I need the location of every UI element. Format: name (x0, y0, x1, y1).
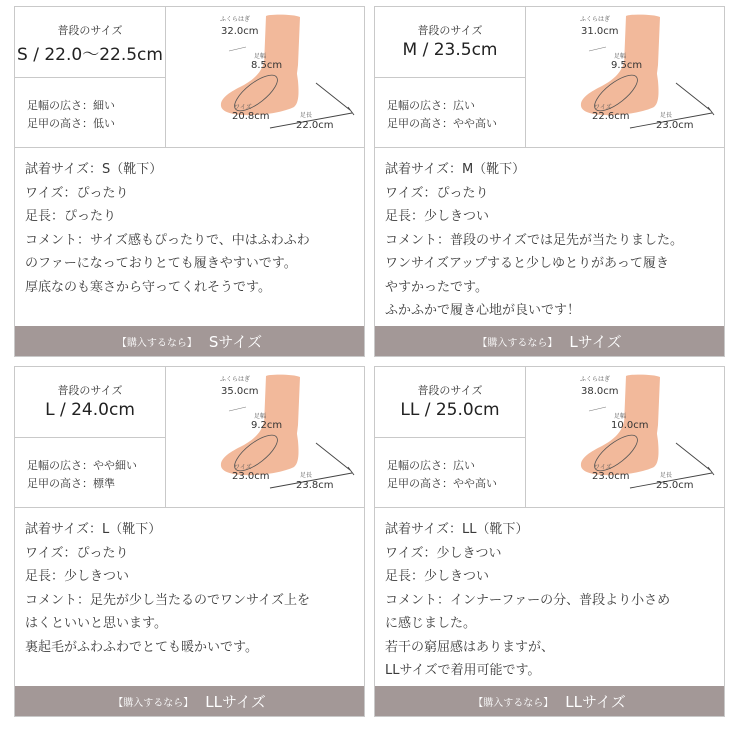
usual-size-label: 普段のサイズ (57, 24, 123, 37)
calf-value: 31.0cm (581, 26, 619, 37)
wise-value: 20.8cm (232, 111, 270, 122)
usual-size-value: LL / 25.0cm (400, 400, 500, 420)
card-header (375, 7, 724, 148)
comment-line: 試着サイズ：L（靴下） (25, 522, 162, 537)
length-label: 足長 (300, 112, 313, 119)
length-label: 足長 (660, 472, 673, 479)
comment-line: コメント：インナーファーの分、普段より小さめ (385, 592, 671, 608)
wise-label: ワイズ (234, 464, 252, 471)
length-label: 足長 (300, 472, 313, 479)
comment-line: やすかったです。 (385, 279, 488, 295)
foot-width-text: 足幅の広さ：細い (27, 99, 115, 112)
size-info (15, 367, 166, 507)
usual-size-label: 普段のサイズ (417, 384, 483, 397)
instep-height-text: 足甲の高さ：低い (27, 117, 115, 130)
recommended-size: LLサイズ (565, 693, 626, 711)
trial-comment (25, 518, 360, 659)
foot-width-text: 足幅の広さ：やや細い (27, 459, 137, 472)
ankle-value: 9.5cm (611, 60, 643, 71)
foot-shape-box (375, 438, 525, 507)
wise-value: 23.0cm (232, 471, 270, 482)
length-value: 23.0cm (656, 120, 694, 131)
comment-line: 若干の窮屈感はありますが、 (385, 639, 555, 655)
ankle-label: 足幅 (254, 413, 267, 420)
ankle-value: 8.5cm (251, 60, 283, 71)
foot-illustration (526, 7, 724, 147)
calf-value: 35.0cm (221, 386, 259, 397)
recommended-size: LLサイズ (205, 693, 266, 711)
usual-size-value: S / 22.0〜22.5cm (17, 45, 163, 65)
foot-illustration (526, 367, 724, 507)
comment-line: 足長：少しきつい (385, 209, 490, 224)
ankle-label: 足幅 (614, 413, 627, 420)
usual-size-box (375, 367, 525, 438)
usual-size-label: 普段のサイズ (417, 24, 483, 37)
comment-line: コメント：サイズ感もぴったりで、中はふわふわ (25, 232, 310, 248)
wise-value: 23.0cm (592, 471, 630, 482)
size-info (15, 7, 166, 147)
wise-label: ワイズ (594, 104, 612, 111)
usual-size-label: 普段のサイズ (57, 384, 123, 397)
review-card-s (14, 6, 365, 357)
calf-label: ふくらはぎ (580, 376, 611, 383)
foot-width-text: 足幅の広さ：広い (387, 99, 475, 112)
usual-size-value: M / 23.5cm (402, 40, 498, 60)
comment-line: LLサイズで着用可能です。 (385, 663, 541, 678)
recommended-size: Lサイズ (569, 333, 622, 351)
usual-size-box (15, 7, 165, 78)
comment-line: コメント：普段のサイズでは足先が当たりました。 (385, 232, 683, 248)
foot-illustration (166, 7, 364, 147)
calf-label: ふくらはぎ (220, 16, 251, 23)
size-info (375, 7, 526, 147)
foot-measurement-diagram (526, 7, 724, 147)
foot-shape-box (15, 438, 165, 507)
recommended-size-bar (375, 686, 724, 716)
wise-label: ワイズ (594, 464, 612, 471)
instep-height-text: 足甲の高さ：やや高い (387, 477, 497, 490)
comment-line: 裏起毛がふわふわでとても暖かいです。 (25, 639, 258, 655)
review-card-m (374, 6, 725, 357)
trial-comment (385, 158, 720, 323)
foot-shape-box (15, 78, 165, 147)
foot-width-text: 足幅の広さ：広い (387, 459, 475, 472)
instep-height-text: 足甲の高さ：やや高い (387, 117, 497, 130)
usual-size-box (15, 367, 165, 438)
length-value: 22.0cm (296, 120, 334, 131)
comment-line: 足長：ぴったり (25, 209, 117, 224)
review-card-ll (374, 366, 725, 717)
comment-line: コメント：足先が少し当たるのでワンサイズ上を (25, 592, 310, 608)
wise-value: 22.6cm (592, 111, 630, 122)
comment-line: 試着サイズ：LL（靴下） (385, 522, 529, 537)
card-header (15, 367, 364, 508)
calf-value: 38.0cm (581, 386, 619, 397)
length-label: 足長 (660, 112, 673, 119)
foot-shape-box (375, 78, 525, 147)
usual-size-box (375, 7, 525, 78)
comment-line: ワイズ：ぴったり (385, 185, 489, 201)
calf-label: ふくらはぎ (580, 16, 611, 23)
length-value: 25.0cm (656, 480, 694, 491)
comment-line: 試着サイズ：S（靴下） (25, 162, 163, 177)
recommended-size-bar (375, 326, 724, 356)
wise-label: ワイズ (234, 104, 252, 111)
trial-comment (25, 158, 360, 299)
size-info (375, 367, 526, 507)
foot-measurement-diagram (166, 7, 364, 147)
comment-line: はくといいと思います。 (25, 616, 167, 631)
comment-line: ワイズ：ぴったり (25, 545, 129, 561)
comment-line: ワイズ：少しきつい (385, 545, 502, 561)
recommended-size-bar (15, 326, 364, 356)
calf-value: 32.0cm (221, 26, 259, 37)
ankle-value: 10.0cm (611, 420, 649, 431)
card-header (375, 367, 724, 508)
calf-label: ふくらはぎ (220, 376, 251, 383)
comment-line: 試着サイズ：M（靴下） (385, 162, 526, 177)
review-card-l (14, 366, 365, 717)
buy-prefix: 【購入するなら】 (113, 698, 194, 709)
buy-prefix: 【購入するなら】 (477, 338, 558, 349)
length-value: 23.8cm (296, 480, 334, 491)
comment-line: 足長：少しきつい (25, 569, 130, 584)
foot-measurement-diagram (526, 367, 724, 507)
recommended-size-bar (15, 686, 364, 716)
trial-comment (385, 518, 720, 683)
recommended-size: Sサイズ (208, 333, 263, 351)
buy-prefix: 【購入するなら】 (473, 698, 554, 709)
ankle-label: 足幅 (614, 53, 627, 60)
comment-line: ワイズ：ぴったり (25, 185, 129, 201)
ankle-value: 9.2cm (251, 420, 283, 431)
card-header (15, 7, 364, 148)
buy-prefix: 【購入するなら】 (116, 338, 197, 349)
comment-line: ふかふかで履き心地が良いです！ (385, 303, 581, 318)
foot-measurement-diagram (166, 367, 364, 507)
comment-line: に感じました。 (385, 616, 477, 631)
ankle-label: 足幅 (254, 53, 267, 60)
foot-illustration (166, 367, 364, 507)
comment-line: のファーになっておりとても履きやすいです。 (25, 256, 297, 271)
comment-line: 足長：少しきつい (385, 569, 490, 584)
usual-size-value: L / 24.0cm (45, 400, 135, 420)
comment-line: ワンサイズアップすると少しゆとりがあって履き (385, 256, 669, 271)
comment-line: 厚底なのも寒さから守ってくれそうです。 (25, 279, 271, 295)
instep-height-text: 足甲の高さ：標準 (27, 477, 115, 490)
